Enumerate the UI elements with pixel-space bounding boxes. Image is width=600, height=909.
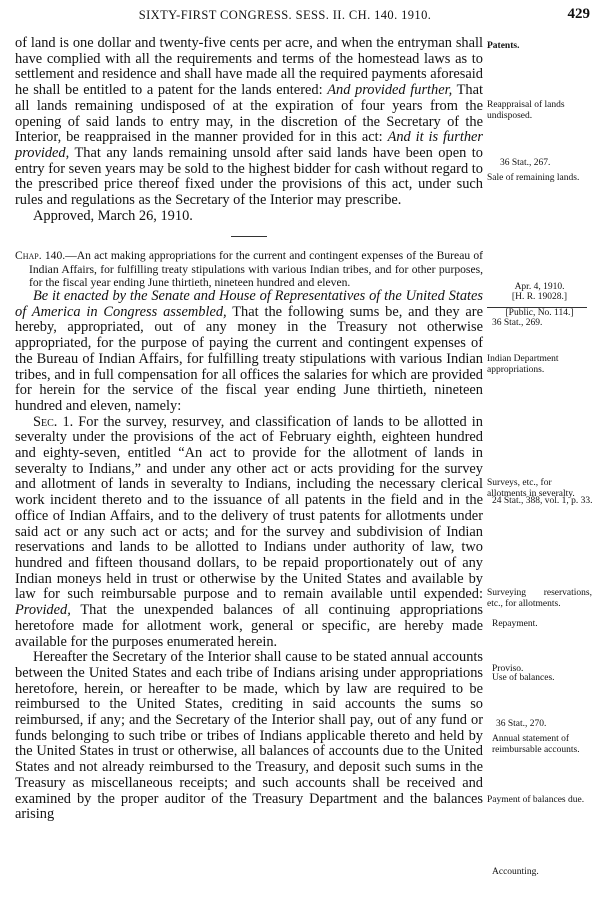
margin-note-surveying: Surveying reservations, etc., for allotments. bbox=[487, 588, 592, 609]
section-divider bbox=[231, 236, 267, 237]
page-number: 429 bbox=[567, 6, 590, 22]
margin-note-annual-statement: Annual statement of reimbursable accounts. bbox=[492, 734, 580, 755]
approved-line: Approved, March 26, 1910. bbox=[33, 207, 193, 224]
margin-note-use-balances: Use of balances. bbox=[492, 673, 555, 683]
margin-note-public: [Public, No. 114.] bbox=[505, 308, 574, 318]
margin-note-repayment: Repayment. bbox=[492, 619, 538, 629]
margin-note-hr: [H. R. 19028.] bbox=[511, 292, 568, 302]
running-head: SIXTY-FIRST CONGRESS. SESS. II. CH. 140. 1910. bbox=[138, 8, 432, 22]
margin-note-stat267: 36 Stat., 267. bbox=[500, 158, 551, 168]
margin-note-reappraisal: Reappraisal of lands undisposed. bbox=[487, 100, 565, 121]
paragraph-hereafter: Hereafter the Secretary of the Interior shall cause to be stated annual accounts between the United States and each tribe of Indians arising under appropriations heretofore, herein, or hereafter to be made, which by law are required to be reimbursed to the United States, crediting in said accounts the sums so reimbursed, if any; and the Secretary of the Interior shall pay, out of any fund or funds belonging to such tribe or tribes of Indians applicable thereto and held by the United States in trust or otherwise, all balances of accounts due to the United States and not already reimbursed to the Treasury, and deposit such sums in the Treasury as miscellaneous receipts; and such accounts shall be received and examined by the proper auditor of the Treasury Department and the balances arising bbox=[15, 649, 483, 823]
margin-note-accounting: Accounting. bbox=[492, 867, 539, 877]
section-1: Sec. 1. For the survey, resurvey, and classification of lands to be allotted in severalty under the provisions of the act of February eighth, eighteen hundred and eighty-seven, entitled “An act to provide for the allotment of lands in severalty to Indians,” and under any other act or acts providing for the survey and allotment of lands in severalty to Indians, including the necessary clerical work incident thereto and to the issuance of all patents in the field and in the office of Indian Affairs, and to the delivery of trust patents for allotments under said act or any such act or acts; and for the survey and subdivision of Indian reservations and lands to be allotted to Indians under authority of law, two hundred and fifteen thousand dollars, to be repaid proportionately out of any Indian moneys held in trust or otherwise by the United States and available by law for such reimbursable purpose and to remain available until expended: Provided, That the unexpended balances of all continuing appropriations heretofore made for allotment work, general or specific, are hereby made available for the purposes enumerated herein. bbox=[15, 413, 483, 650]
margin-note-sale: Sale of remaining lands. bbox=[487, 173, 580, 183]
margin-note-stat270: 36 Stat., 270. bbox=[496, 719, 547, 729]
margin-note-date: Apr. 4, 1910. bbox=[514, 282, 565, 292]
margin-note-indian-dept: Indian Department appropriations. bbox=[487, 354, 559, 375]
page-header bbox=[0, 6, 600, 26]
margin-note-stat269: 36 Stat., 269. bbox=[492, 318, 543, 328]
paragraph-homestead: of land is one dollar and twenty-five cents per acre, and when the entryman shall have complied with all the requirements and terms of the homestead laws as to settlement and residence and shall have made all the required payments aforesaid he shall be entitled to a patent for the lands entered: And provided further, That all lands remaining undisposed of at the expiration of four years from the opening of said lands to entry may, in the discretion of the Secretary of the Interior, be reappraised in the manner provided for in this act: And it is further provided, That any lands remaining unsold after said lands have been open to entry for seven years may be sold to the highest bidder for cash without regard to the prescribed price thereof fixed under the provisions of this act, under such rules and regulations as the Secretary of the Interior may prescribe. bbox=[15, 35, 484, 209]
chapter-heading: Chap. 140.—An act making appropriations for the current and contingent expenses of the Bureau of Indian Affairs, for fulfilling treaty stipulations with various Indian tribes, and for other purposes, for the fiscal year ending June thirtieth, nineteen hundred and eleven. bbox=[15, 249, 484, 289]
margin-note-payment: Payment of balances due. bbox=[487, 795, 585, 805]
margin-note-proviso: Proviso. bbox=[492, 664, 524, 674]
enacting-clause: Be it enacted by the Senate and House of Representatives of the United States of America in Congress assembled, That the following sums be, and they are hereby, appropriated, out of any money in the Treasury not otherwise appropriated, for the purpose of paying the current and contingent expenses of the Bureau of Indian Affairs, for fulfilling treaty stipulations with various Indian tribes, and in full compensation for all offices the salaries for which are provided for herein for the service of the fiscal year ending June thirtieth, nineteen hundred and eleven, namely: bbox=[15, 288, 483, 414]
margin-note-patents: Patents. bbox=[487, 41, 520, 51]
main-text bbox=[15, 36, 483, 823]
margin-note-stat388: 24 Stat., 388, vol. 1, p. 33. bbox=[492, 496, 593, 506]
margin-note-surveys: Surveys, etc., for allotments in severalty. bbox=[487, 478, 575, 499]
